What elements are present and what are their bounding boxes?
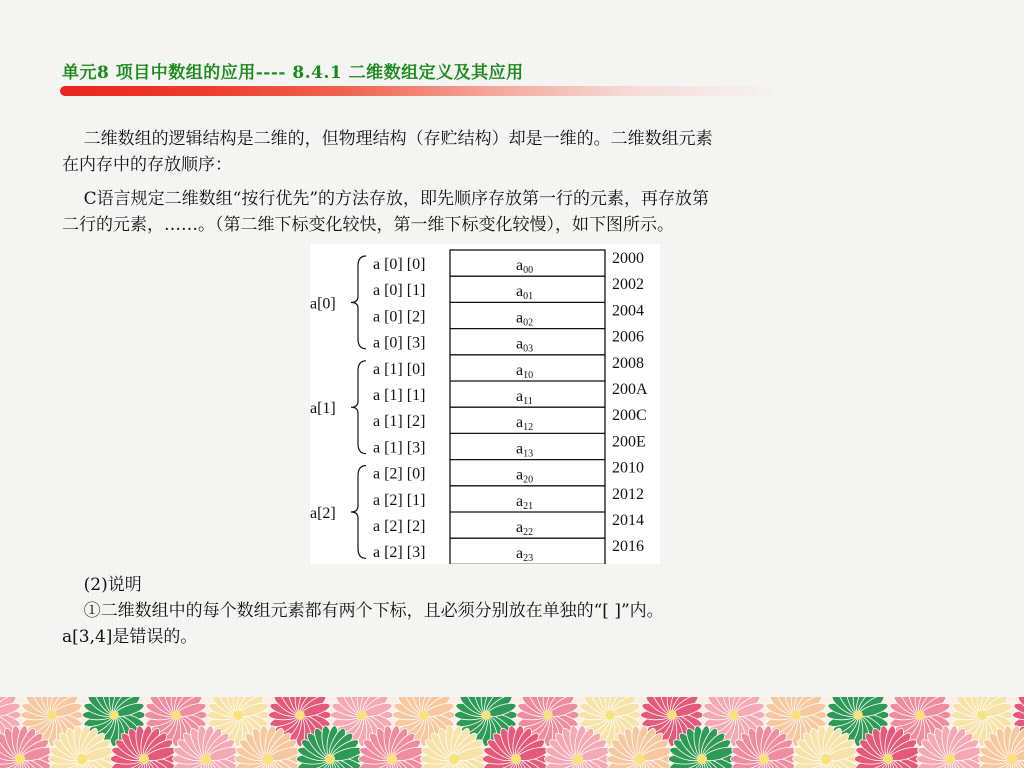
element-value: a10 bbox=[516, 361, 534, 381]
element-index-label: a [1] [0] bbox=[373, 360, 426, 378]
memory-address: 2000 bbox=[612, 250, 644, 267]
element-index-label: a [2] [1] bbox=[373, 491, 426, 509]
element-index-label: a [0] [2] bbox=[373, 308, 426, 326]
element-value: a01 bbox=[516, 283, 534, 303]
element-value: a22 bbox=[516, 519, 534, 538]
element-index-label: a [0] [3] bbox=[373, 334, 426, 352]
element-index-label: a [2] [2] bbox=[373, 518, 426, 535]
memory-address: 2014 bbox=[612, 512, 644, 529]
element-value: a13 bbox=[516, 440, 534, 460]
paragraph-storage-structure: 二维数组的逻辑结构是二维的，但物理结构（存贮结构）却是一维的。二维数组元素 在内存中的存放顺序： bbox=[62, 129, 713, 175]
row-group-label: a[0] bbox=[310, 295, 336, 313]
memory-address: 2016 bbox=[612, 538, 644, 556]
memory-address: 2004 bbox=[612, 302, 644, 320]
element-value: a11 bbox=[516, 388, 533, 407]
memory-address: 200C bbox=[612, 407, 647, 425]
element-index-label: a [1] [1] bbox=[373, 387, 426, 404]
element-value: a03 bbox=[516, 335, 534, 355]
element-value: a12 bbox=[516, 414, 534, 434]
element-value: a02 bbox=[516, 309, 534, 329]
memory-address: 2006 bbox=[612, 328, 644, 346]
memory-layout-diagram bbox=[310, 244, 660, 564]
paragraph-note: (2)说明 ①二维数组中的每个数组元素都有两个下标，且必须分别放在单独的“[ ]”内。 a[3,4]是错误的。 bbox=[62, 575, 664, 647]
group-brace bbox=[351, 361, 366, 454]
flower-border-decoration bbox=[0, 697, 1024, 768]
flower-pattern-svg bbox=[0, 697, 1024, 768]
element-index-label: a [1] [3] bbox=[373, 439, 426, 457]
element-index-label: a [2] [3] bbox=[373, 544, 426, 562]
group-brace bbox=[351, 466, 366, 559]
group-brace bbox=[351, 256, 366, 349]
memory-address: 2012 bbox=[612, 485, 644, 503]
element-index-label: a [0] [0] bbox=[373, 256, 426, 273]
element-value: a21 bbox=[516, 492, 534, 512]
memory-layout-svg bbox=[310, 244, 660, 564]
element-index-label: a [2] [0] bbox=[373, 465, 426, 483]
memory-address: 2010 bbox=[612, 459, 644, 477]
memory-address: 2002 bbox=[612, 276, 644, 294]
element-index-label: a [1] [2] bbox=[373, 413, 426, 431]
slide-title: 单元8 项目中数组的应用---- 8.4.1 二维数组定义及其应用 bbox=[62, 63, 524, 83]
memory-address: 2008 bbox=[612, 354, 644, 372]
element-value: a20 bbox=[516, 466, 534, 486]
element-value: a00 bbox=[516, 257, 534, 276]
paragraph-row-major-rule: C语言规定二维数组“按行优先”的方法存放，即先顺序存放第一行的元素，再存放第 二行的元素，……。（第二维下标变化较快，第一维下标变化较慢），如下图所示。 bbox=[62, 189, 710, 235]
element-value: a23 bbox=[516, 545, 534, 564]
title-underline-bar bbox=[60, 86, 780, 96]
memory-address: 200A bbox=[612, 381, 648, 398]
memory-address: 200E bbox=[612, 433, 646, 451]
element-index-label: a [0] [1] bbox=[373, 282, 426, 300]
row-group-label: a[2] bbox=[310, 505, 336, 522]
row-group-label: a[1] bbox=[310, 400, 336, 418]
